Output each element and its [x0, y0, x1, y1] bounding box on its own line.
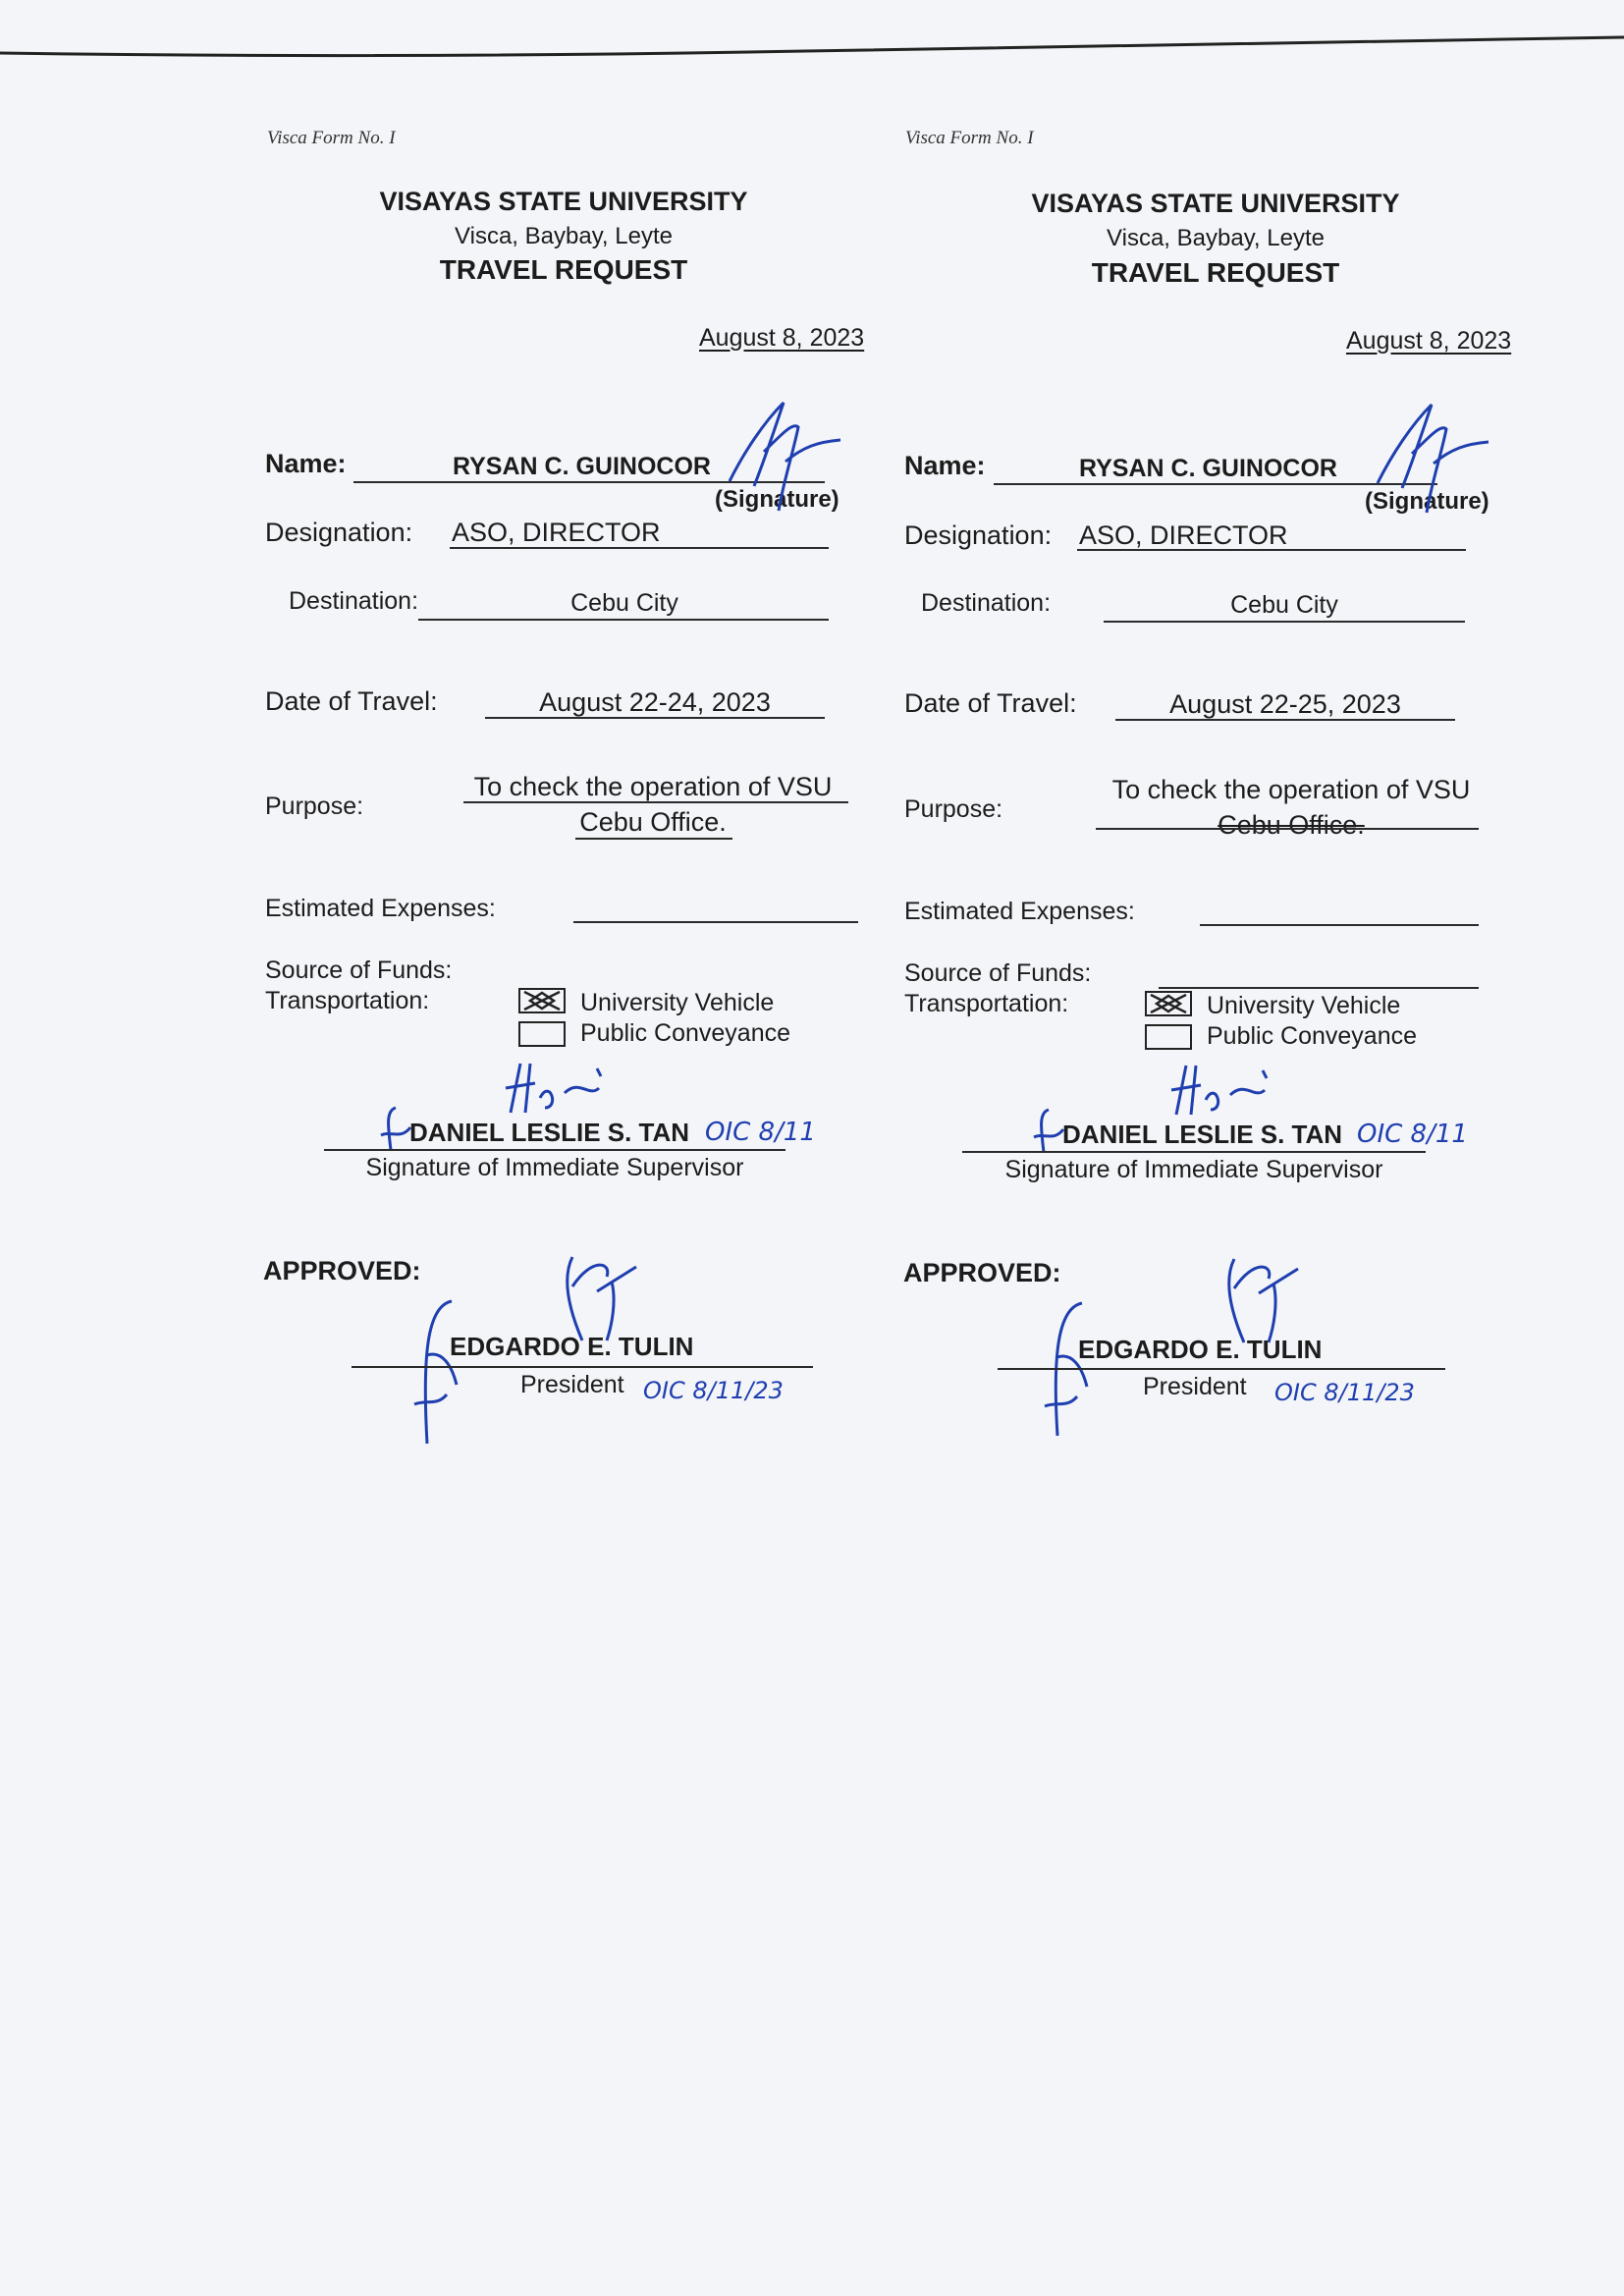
university-address: Visca, Baybay, Leyte [1107, 225, 1325, 251]
president-mark [412, 1296, 471, 1453]
checkbox-cross-icon [1147, 993, 1190, 1014]
signature-caption: (Signature) [1365, 488, 1489, 515]
purpose-label: Purpose: [904, 795, 1003, 823]
supervisor-initials [501, 1059, 609, 1118]
approved-label: APPROVED: [263, 1256, 421, 1285]
form-number: Visca Form No. I [267, 128, 396, 148]
president-oic-note: OIC 8/11/23 [643, 1377, 784, 1404]
president-signature-line [998, 1368, 1445, 1370]
public-conveyance-checkbox[interactable] [518, 1021, 566, 1047]
purpose-label: Purpose: [265, 793, 364, 820]
university-address: Visca, Baybay, Leyte [455, 223, 673, 249]
university-vehicle-checkbox[interactable] [518, 988, 566, 1013]
supervisor-caption: Signature of Immediate Supervisor [365, 1154, 744, 1181]
date-of-travel-value: August 22-25, 2023 [1169, 689, 1401, 719]
request-date: August 8, 2023 [699, 324, 865, 352]
name-value: RYSAN C. GUINOCOR [453, 453, 711, 480]
purpose-line-2: Cebu Office. [1218, 810, 1365, 840]
purpose-line-2: Cebu Office. [579, 807, 727, 837]
approved-label: APPROVED: [903, 1258, 1061, 1287]
document-title: TRAVEL REQUEST [1091, 257, 1340, 288]
supervisor-caption: Signature of Immediate Supervisor [1004, 1156, 1383, 1183]
name-label: Name: [265, 449, 347, 478]
transportation-label: Transportation: [904, 990, 1069, 1017]
form-number: Visca Form No. I [905, 128, 1034, 148]
destination-underline [1104, 621, 1465, 623]
designation-value: ASO, DIRECTOR [1079, 520, 1288, 550]
public-conveyance-checkbox[interactable] [1145, 1024, 1192, 1050]
date-of-travel-label: Date of Travel: [904, 688, 1077, 718]
designation-underline [1077, 549, 1466, 551]
public-conveyance-label: Public Conveyance [1207, 1022, 1418, 1050]
source-of-funds-field [1159, 987, 1479, 989]
designation-value: ASO, DIRECTOR [452, 518, 661, 547]
president-mark [1043, 1298, 1102, 1446]
request-date: August 8, 2023 [1346, 327, 1512, 355]
president-signature [1200, 1249, 1308, 1347]
applicant-signature [1373, 395, 1490, 518]
supervisor-signature-line [962, 1151, 1426, 1153]
source-of-funds-label: Source of Funds: [904, 959, 1092, 987]
university-vehicle-checkbox[interactable] [1145, 991, 1192, 1016]
university-vehicle-label: University Vehicle [580, 989, 775, 1016]
supervisor-oic-note: OIC 8/11 [705, 1118, 816, 1147]
purpose-line-1: To check the operation of VSU [1111, 775, 1471, 804]
name-label: Name: [904, 451, 986, 480]
estimated-expenses-label: Estimated Expenses: [904, 898, 1135, 925]
destination-label: Destination: [921, 589, 1052, 617]
checkbox-cross-icon [520, 990, 564, 1011]
travel-request-form-right [638, 0, 1512, 1532]
president-name: EDGARDO E. TULIN [450, 1332, 694, 1361]
university-name: VISAYAS STATE UNIVERSITY [1031, 189, 1400, 218]
purpose-underline [1096, 828, 1479, 830]
designation-label: Designation: [265, 518, 413, 547]
supervisor-name: DANIEL LESLIE S. TAN [409, 1118, 690, 1147]
supervisor-name: DANIEL LESLIE S. TAN [1062, 1120, 1343, 1149]
date-of-travel-label: Date of Travel: [265, 686, 438, 716]
destination-value: Cebu City [1230, 591, 1338, 619]
designation-label: Designation: [904, 520, 1053, 550]
university-vehicle-label: University Vehicle [1207, 992, 1401, 1019]
president-caption: President [520, 1371, 624, 1398]
president-oic-note: OIC 8/11/23 [1274, 1379, 1415, 1406]
signature-caption: (Signature) [715, 486, 839, 513]
supervisor-oic-note: OIC 8/11 [1357, 1120, 1468, 1149]
university-name: VISAYAS STATE UNIVERSITY [379, 187, 748, 216]
purpose-line-1: To check the operation of VSU [473, 772, 833, 801]
president-name: EDGARDO E. TULIN [1078, 1335, 1323, 1364]
supervisor-initials [1166, 1061, 1274, 1120]
destination-label: Destination: [289, 587, 419, 615]
source-of-funds-label: Source of Funds: [265, 957, 453, 984]
name-underline [994, 483, 1437, 485]
estimated-expenses-label: Estimated Expenses: [265, 895, 496, 922]
document-title: TRAVEL REQUEST [439, 254, 688, 285]
name-value: RYSAN C. GUINOCOR [1079, 455, 1337, 482]
transportation-label: Transportation: [265, 987, 430, 1014]
estimated-expenses-field [1200, 924, 1479, 926]
president-signature [538, 1247, 646, 1345]
date-of-travel-value: August 22-24, 2023 [539, 687, 771, 717]
destination-value: Cebu City [570, 589, 678, 617]
date-of-travel-underline [1115, 719, 1455, 721]
president-caption: President [1143, 1373, 1247, 1400]
public-conveyance-label: Public Conveyance [580, 1019, 791, 1047]
